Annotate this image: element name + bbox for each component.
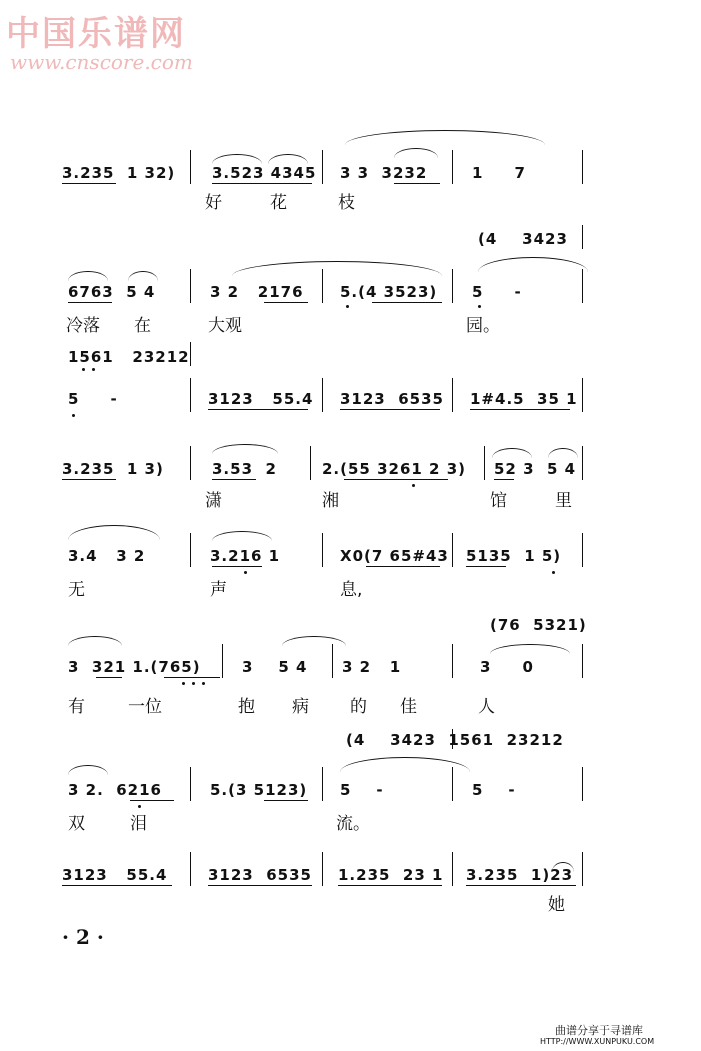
- slur: [478, 257, 588, 272]
- underline: [344, 479, 448, 480]
- measure-notes: 3123 6535: [340, 390, 444, 408]
- barline: [222, 644, 223, 678]
- underline: [164, 677, 220, 678]
- lyric: 冷落: [66, 316, 100, 336]
- measure-notes: 5.(4 3523): [340, 283, 438, 301]
- barline: [582, 150, 583, 184]
- underline: [264, 800, 308, 801]
- barline: [582, 378, 583, 412]
- barline: [322, 150, 323, 184]
- slur: [68, 765, 108, 775]
- barline: [310, 446, 311, 480]
- lyric: 园。: [466, 316, 500, 336]
- underline: [212, 183, 312, 184]
- slur: [212, 444, 278, 454]
- slur: [340, 757, 470, 772]
- lyric: 流。: [336, 814, 370, 834]
- slur: [492, 448, 532, 458]
- measure-notes: 3 2. 6216: [68, 781, 162, 799]
- octave-dot: [478, 305, 481, 308]
- measure-notes: 3.235 1)23: [466, 866, 574, 884]
- barline: [190, 269, 191, 303]
- underline: [264, 302, 308, 303]
- measure-notes: 3 5 4: [242, 658, 308, 676]
- measure-notes: 5135 1 5): [466, 547, 562, 565]
- barline: [582, 644, 583, 678]
- underline: [96, 677, 122, 678]
- underline: [338, 885, 442, 886]
- octave-dot: [346, 305, 349, 308]
- measure-notes: 5.(3 5123): [210, 781, 308, 799]
- barline: [322, 767, 323, 801]
- measure-notes: 3123 6535: [208, 866, 312, 884]
- bracket-notes: (76 5321): [490, 616, 587, 634]
- lyric: 湘: [322, 491, 339, 511]
- lyric: 双: [68, 814, 85, 834]
- watermark-site-name: 中国乐谱网: [6, 14, 186, 54]
- underline: [372, 302, 442, 303]
- lyric: 声: [210, 580, 227, 600]
- footer-credit: 曲谱分享于寻谱库: [555, 1024, 643, 1037]
- lyric: 人: [478, 697, 495, 717]
- measure-notes: 2.(55 3261 2 3): [322, 460, 467, 478]
- barline: [190, 378, 191, 412]
- barline: [322, 269, 323, 303]
- underline: [62, 183, 116, 184]
- measure-notes: 3 2 2176: [210, 283, 304, 301]
- lyric: 在: [134, 316, 151, 336]
- barline: [452, 150, 453, 184]
- measure-notes: 1.235 23 1: [338, 866, 444, 884]
- barline: [322, 533, 323, 567]
- slur: [128, 271, 158, 281]
- measure-notes: 3 321 1.(765): [68, 658, 201, 676]
- measure-notes: 52 3 5 4: [494, 460, 577, 478]
- octave-dot: [552, 571, 555, 574]
- measure-notes: 6763 5 4: [68, 283, 156, 301]
- bracket-notes: (4 3423 1561 23212: [346, 731, 564, 749]
- barline: [582, 225, 583, 249]
- lyric: 息,: [340, 580, 363, 600]
- underline: [62, 885, 172, 886]
- barline: [582, 446, 583, 480]
- octave-dot: [202, 682, 205, 685]
- measure-notes: 3.53 2: [212, 460, 277, 478]
- lyric: 里: [555, 491, 572, 511]
- octave-dot: [82, 368, 85, 371]
- octave-dot: [182, 682, 185, 685]
- bracket-notes: 1561 23212: [68, 348, 190, 366]
- barline: [452, 644, 453, 678]
- slur: [68, 525, 160, 540]
- underline: [494, 479, 514, 480]
- octave-dot: [72, 414, 75, 417]
- lyric: 枝: [338, 193, 355, 213]
- barline: [190, 150, 191, 184]
- measure-notes: 5 -: [472, 283, 522, 301]
- slur: [548, 448, 578, 458]
- measure-notes: X0(7 65#43: [340, 547, 449, 565]
- barline: [452, 729, 453, 749]
- underline: [208, 409, 308, 410]
- slur: [490, 644, 570, 654]
- octave-dot: [92, 368, 95, 371]
- underline: [466, 566, 506, 567]
- slur: [345, 130, 545, 145]
- lyric: 抱: [238, 697, 255, 717]
- page-number: · 2 ·: [62, 925, 104, 949]
- slur: [212, 154, 262, 164]
- page-number-value: 2: [75, 925, 90, 949]
- score-system-7: [0, 725, 701, 835]
- barline: [322, 378, 323, 412]
- barline: [452, 852, 453, 886]
- score-system-3: [0, 340, 701, 420]
- measure-notes: 5 -: [340, 781, 384, 799]
- slur: [68, 271, 108, 281]
- slur: [394, 148, 438, 158]
- barline: [190, 767, 191, 801]
- slur: [232, 261, 442, 276]
- lyric: 病: [292, 697, 309, 717]
- underline: [366, 566, 440, 567]
- octave-dot: [138, 805, 141, 808]
- lyric: 泪: [130, 814, 147, 834]
- measure-notes: 3 3 3232: [340, 164, 428, 182]
- barline: [190, 852, 191, 886]
- underline: [208, 885, 312, 886]
- barline: [582, 767, 583, 801]
- lyric: 花: [270, 193, 287, 213]
- underline: [62, 479, 116, 480]
- barline: [582, 533, 583, 567]
- score-system-8: [0, 840, 701, 920]
- octave-dot: [244, 571, 247, 574]
- score-system-6: [0, 608, 701, 718]
- bracket-notes: (4 3423: [478, 230, 568, 248]
- barline: [190, 342, 191, 366]
- lyric: 的: [350, 697, 367, 717]
- measure-notes: 1 7: [472, 164, 526, 182]
- slur: [268, 154, 308, 164]
- barline: [322, 852, 323, 886]
- underline: [340, 409, 440, 410]
- slur: [282, 636, 346, 646]
- score-system-5: [0, 515, 701, 600]
- octave-dot: [412, 484, 415, 487]
- lyric: 无: [68, 580, 85, 600]
- underline: [470, 409, 570, 410]
- measure-notes: 3123 55.4: [62, 866, 168, 884]
- score-system-2: [0, 225, 701, 335]
- lyric: 馆: [490, 491, 507, 511]
- underline: [212, 479, 256, 480]
- underline: [130, 800, 174, 801]
- measure-notes: 3.216 1: [210, 547, 281, 565]
- lyric: 佳: [400, 697, 417, 717]
- underline: [212, 566, 262, 567]
- barline: [190, 446, 191, 480]
- octave-dot: [192, 682, 195, 685]
- measure-notes: 3123 55.4: [208, 390, 314, 408]
- underline: [68, 302, 112, 303]
- barline: [582, 852, 583, 886]
- measure-notes: 1#4.5 35 1: [470, 390, 578, 408]
- measure-notes: 5 -: [68, 390, 118, 408]
- barline: [332, 644, 333, 678]
- measure-notes: 3.235 1 32): [62, 164, 176, 182]
- underline: [394, 183, 440, 184]
- lyric: 大观: [208, 316, 242, 336]
- measure-notes: 3.523 4345: [212, 164, 317, 182]
- lyric: 她: [548, 895, 565, 915]
- barline: [452, 269, 453, 303]
- measure-notes: 3.235 1 3): [62, 460, 164, 478]
- barline: [484, 446, 485, 480]
- barline: [582, 269, 583, 303]
- underline: [466, 885, 576, 886]
- measure-notes: 3 0: [480, 658, 534, 676]
- lyric: 一位: [128, 697, 162, 717]
- measure-notes: 3.4 3 2: [68, 547, 146, 565]
- slur: [212, 531, 272, 541]
- barline: [452, 767, 453, 801]
- footer-url: HTTP://WWW.XUNPUKU.COM: [540, 1037, 655, 1046]
- barline: [452, 533, 453, 567]
- barline: [452, 378, 453, 412]
- lyric: 好: [205, 193, 222, 213]
- lyric: 有: [68, 697, 85, 717]
- measure-notes: 5 -: [472, 781, 516, 799]
- score-system-4: [0, 430, 701, 510]
- watermark-url: www.cnscore.com: [10, 50, 193, 74]
- lyric: 潇: [205, 491, 222, 511]
- measure-notes: 3 2 1: [342, 658, 402, 676]
- score-system-1: [0, 128, 701, 213]
- barline: [190, 533, 191, 567]
- slur: [68, 636, 122, 646]
